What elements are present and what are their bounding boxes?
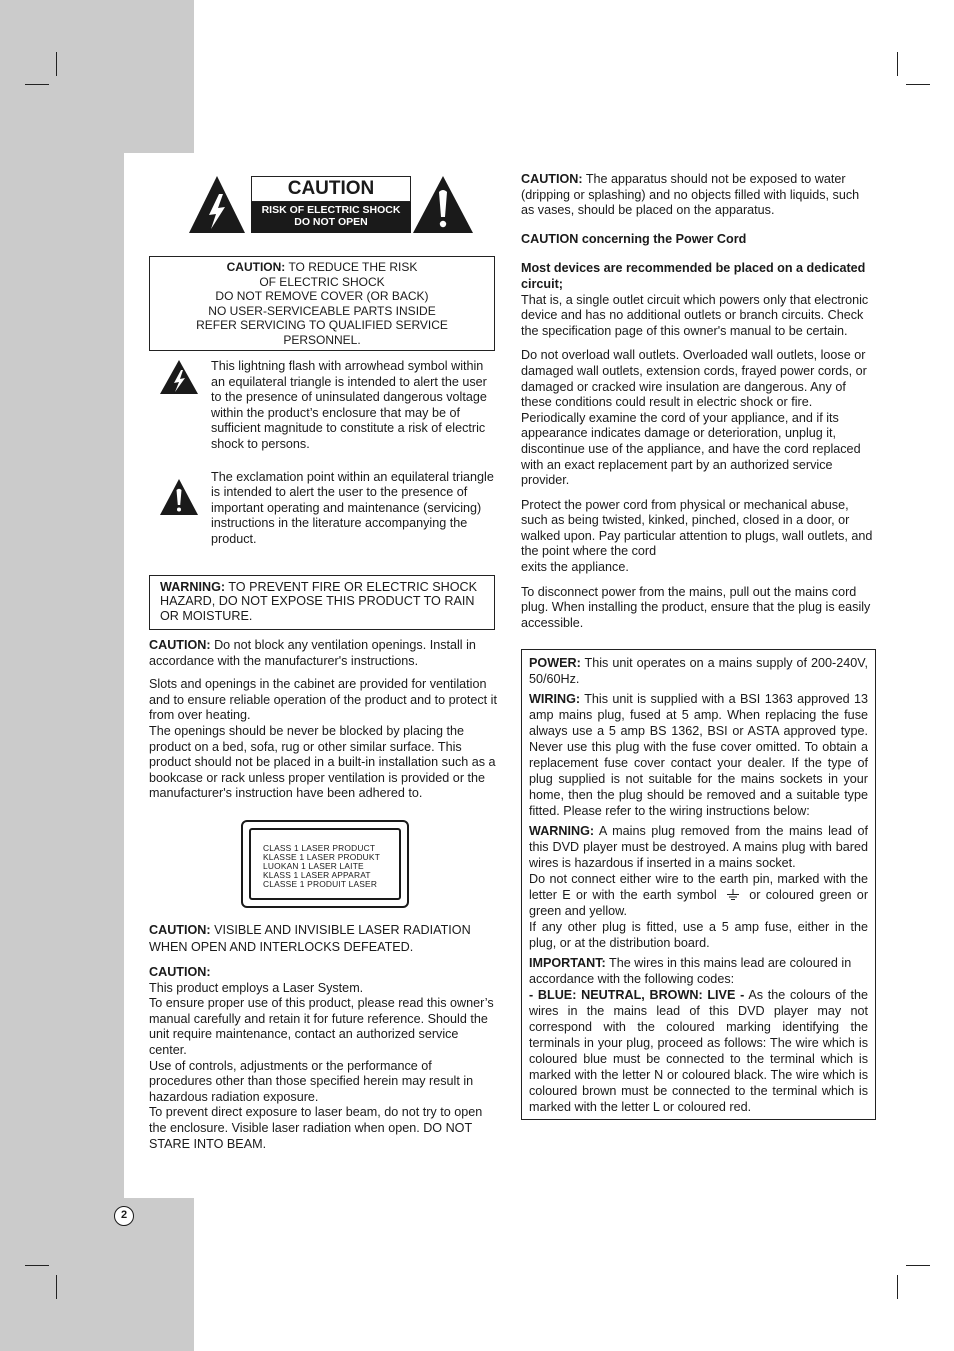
power-cord-heading: [521, 232, 873, 248]
colour-codes-lead: - BLUE: NEUTRAL, BROWN: LIVE -: [529, 988, 745, 1003]
shock-line: OF ELECTRIC SHOCK: [259, 274, 385, 289]
shock-line: PERSONNEL.: [283, 332, 361, 347]
earth-symbol-icon: [726, 889, 740, 901]
left-column: [149, 172, 497, 1152]
lightning-symbol-icon: [159, 359, 199, 395]
lightning-text: This lightning flash with arrowhead symbol within an equilateral triangle is intended to alert the user to the presence of uninsulated dangerous voltage within the product’s enclosure that may be of sufficient magnitude to constitute a risk of electric shock to persons.: [211, 359, 487, 451]
laser-label-line: CLASSE 1 PRODUIT LASER: [263, 878, 378, 889]
water-lead: CAUTION:: [521, 172, 583, 186]
crop-mark: [56, 1275, 57, 1299]
shock-line: REFER SERVICING TO QUALIFIED SERVICE: [196, 318, 448, 332]
laser-label-line: KLASSE 1 LASER PRODUKT: [263, 851, 381, 862]
power-cord-paragraph: exits the appliance.: [521, 560, 629, 575]
ventilation-paragraph: Slots and openings in the cabinet are provided for ventilation and to ensure reliable operation of the product and to protect it from over heating.: [149, 677, 497, 723]
power-cord-paragraph: Protect the power cord from physical or mechanical abuse, such as being twisted, kinked, pinched, closed in a door, or walked upon. Pay particular attention to plugs, wall outlets, and the point where the cord: [521, 497, 873, 559]
laser-system-paragraph: This product employs a Laser System.: [149, 980, 364, 995]
fire-warning-box: [149, 575, 495, 631]
laser-class-label: [241, 820, 409, 908]
important-note: [529, 955, 868, 987]
caution-subtitle: [251, 202, 411, 233]
right-column: [521, 172, 873, 1120]
crop-mark: [906, 84, 930, 85]
laser-caution-lead: CAUTION:: [149, 922, 211, 937]
exclamation-text: The exclamation point within an equilateral triangle is intended to alert the user to the presence of important operating and maintenance (servicing) instructions in the literature accompanying the product.: [211, 469, 494, 546]
laser-system-paragraph: Use of controls, adjustments or the performance of procedures other than those specified herein may result in hazardous radiation exposure.: [149, 1058, 474, 1104]
margin-band-top: [0, 0, 194, 153]
page-number: 2: [114, 1206, 134, 1226]
wiring-spec: [529, 691, 868, 819]
caution-subtitle-line: DO NOT OPEN: [294, 215, 368, 228]
caution-label: [188, 172, 473, 236]
colour-codes: [529, 987, 868, 1115]
earth-text: or coloured green or green and yellow.: [529, 888, 869, 919]
power-cord-paragraph: Do not overload wall outlets. Overloaded wall outlets, loose or damaged wall outlets, extension cords, frayed power cords, or damaged or cracked wire insulation are dangerous. Any of these conditions could result in electric shock or fire. Periodically examine the cord of your appliance, and if its appearance indicates damage or deterioration, unplug it, discontinue use of the appliance, and have the cord replaced with an exact replacement part by an authorized service provider.: [521, 348, 867, 488]
power-lead: POWER:: [529, 656, 581, 671]
margin-band-left: [0, 153, 124, 1198]
ventilation-paragraph: The openings should be never be blocked by placing the product on a bed, sofa, rug or other similar surface. This product should not be placed in a built-in installation such as a bookcase or rack unless proper ventilation is provided or the manufacturer's instruction have been adhered to.: [149, 724, 496, 801]
ventilation-text: Do not block any ventilation openings. Install in accordance with the manufacturer's instructions.: [149, 638, 476, 668]
laser-radiation-caution: [149, 922, 497, 956]
exclamation-symbol-icon: [159, 478, 199, 516]
plug-warning-lead: WARNING:: [529, 824, 595, 839]
laser-caution-text: VISIBLE AND INVISIBLE LASER RADIATION WHEN OPEN AND INTERLOCKS DEFEATED.: [149, 922, 471, 954]
shock-lead: CAUTION:: [226, 260, 286, 274]
power-cord-subheading: [521, 261, 873, 292]
shock-line: TO REDUCE THE RISK: [288, 260, 418, 274]
power-cord-paragraph: To disconnect power from the mains, pull out the mains cord plug. When installing the product, ensure that the plug is easily accessible.: [521, 584, 871, 630]
laser-label-line: CLASS 1 LASER PRODUCT: [263, 842, 376, 853]
crop-mark: [25, 1265, 49, 1266]
laser-label-line: KLASS 1 LASER APPARAT: [263, 869, 371, 880]
wiring-text: This unit is supplied with a BSI 1363 approved 13 amp mains plug, fused at 5 amp. When replacing the fuse always use a 5 amp BS 1362, BSI or ASTA approved type. Never use this plug with the fuse cover omitted. To obtain a replacement fuse cover contact your dealer. If the type of plug supplied is not suitable for the mains sockets in your home, then the plug should be removed and a suitable type fitted. Please refer to the wiring instructions below:: [529, 692, 868, 819]
water-caution: [521, 172, 873, 219]
laser-system-lead: CAUTION:: [149, 964, 211, 979]
wiring-lead: WIRING:: [529, 692, 581, 707]
fire-warning-lead: WARNING:: [160, 579, 226, 594]
mains-info-box: [521, 649, 876, 1120]
water-text: The apparatus should not be exposed to water (dripping or splashing) and no objects filled with liquids, such as vases, should be placed on the apparatus.: [521, 172, 860, 218]
power-cord-paragraph: That is, a single outlet circuit which powers only that electronic device and has no additional outlets or branch circuits. Check the specification page of this owner's manual to be certain.: [521, 292, 869, 338]
crop-mark: [56, 52, 57, 76]
ventilation-caution: [149, 638, 497, 669]
caution-title: CAUTION: [251, 176, 411, 202]
laser-label-line: LUOKAN 1 LASER LAITE: [263, 860, 364, 871]
ventilation-lead: CAUTION:: [149, 638, 211, 653]
laser-system-caution: [149, 965, 497, 1152]
crop-mark: [25, 84, 49, 85]
exclamation-triangle-icon: [412, 174, 474, 234]
crop-mark: [897, 52, 898, 76]
plug-warning-text: A mains plug removed from the mains lead of this DVD player must be destroyed. A mains plug with bared wires is hazardous if inserted in a mains socket.: [529, 824, 868, 871]
important-lead: IMPORTANT:: [529, 956, 606, 971]
shock-line: NO USER-SERVICEABLE PARTS INSIDE: [208, 303, 436, 318]
lightning-explanation: [149, 359, 497, 453]
lightning-triangle-icon: [188, 174, 246, 234]
exclamation-explanation: [149, 470, 497, 548]
shock-line: DO NOT REMOVE COVER (OR BACK): [215, 289, 429, 303]
plug-warning: [529, 823, 868, 871]
power-text: This unit operates on a mains supply of 200-240V, 50/60Hz.: [529, 656, 868, 687]
margin-band-bottom: [0, 1198, 194, 1351]
power-cord-heading-text: CAUTION concerning the Power Cord: [521, 231, 747, 246]
crop-mark: [897, 1275, 898, 1299]
fuse-instruction: If any other plug is fitted, use a 5 amp fuse, either in the plug, or at the distribution board.: [529, 920, 868, 951]
laser-system-paragraph: To ensure proper use of this product, please read this owner’s manual carefully and retain it for future reference. Should the unit require maintenance, contact an authorized service center.: [149, 996, 494, 1057]
shock-warning-box: [149, 256, 495, 351]
fire-warning-text: TO PREVENT FIRE OR ELECTRIC SHOCK HAZARD, DO NOT EXPOSE THIS PRODUCT TO RAIN OR MOISTURE.: [160, 579, 477, 623]
earth-text: Do not connect either wire to the earth pin, marked with the letter E or with the earth symbol: [529, 872, 868, 903]
power-cord-subheading-text: Most devices are recommended be placed on a dedicated circuit;: [521, 261, 866, 291]
crop-mark: [906, 1265, 930, 1266]
power-spec: [529, 655, 868, 687]
earth-instruction: [529, 871, 868, 919]
caution-subtitle-line: RISK OF ELECTRIC SHOCK: [261, 204, 401, 216]
colour-codes-text: As the colours of the wires in the mains lead of this DVD player may not correspond with the coloured marking identifying the terminals in your plug, proceed as follows: The wire which is coloured blue must be connected to the terminal which is marked with the letter N or coloured black. The wire which is coloured brown must be connected to the terminal which is marked with the letter L or coloured red.: [529, 988, 868, 1115]
laser-system-paragraph: To prevent direct exposure to laser beam, do not try to open the enclosure. Visible laser radiation when open. DO NOT STARE INTO BEAM.: [149, 1105, 483, 1151]
important-text: The wires in this mains lead are coloured in accordance with the following codes:: [529, 956, 852, 987]
